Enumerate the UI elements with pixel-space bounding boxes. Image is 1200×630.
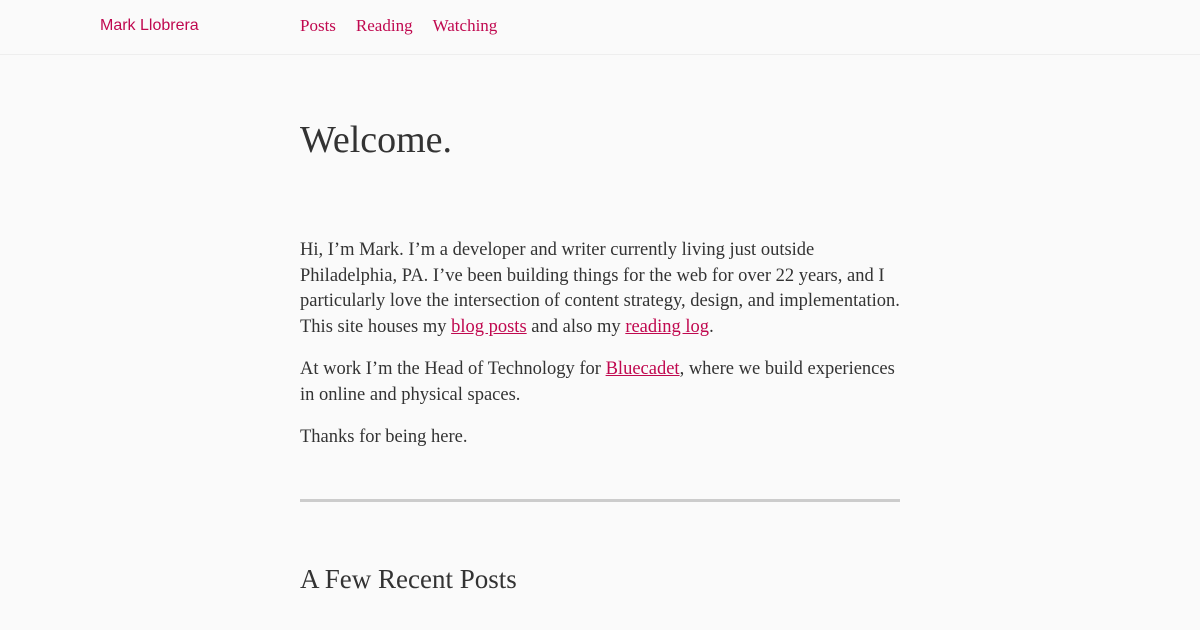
main-nav <box>300 16 497 36</box>
site-header <box>0 0 1200 55</box>
work-text: At work I’m the Head of Technology for <box>300 359 606 379</box>
nav-posts[interactable]: Posts <box>300 16 336 35</box>
blog-posts-link[interactable]: blog posts <box>451 316 527 337</box>
divider <box>300 499 900 502</box>
intro-text-mid: and also my <box>526 316 626 337</box>
main-content <box>300 118 900 595</box>
intro-text: Hi, I’m Mark. I’m a developer and writer currently living just outside Philadelphia, PA. I’ve been building things for the web for over 22 years, and I particularly love the intersection of content strategy, design, and implementation. This site houses my <box>300 240 900 337</box>
bluecadet-link[interactable]: Bluecadet <box>605 359 680 379</box>
work-text-end: , where we build experiences in online and physical spaces. <box>300 359 895 405</box>
recent-posts-heading: A Few Recent Posts <box>300 563 517 594</box>
nav-reading[interactable]: Reading <box>355 16 413 35</box>
work-paragraph <box>300 357 900 408</box>
nav-watching[interactable]: Watching <box>432 16 498 35</box>
site-brand-link[interactable]: Mark Llobrera <box>100 17 199 34</box>
thanks-paragraph: Thanks for being here. <box>300 427 468 447</box>
page-title: Welcome. <box>300 119 453 161</box>
intro-text-end: . <box>709 316 714 337</box>
reading-log-link[interactable]: reading log <box>625 316 710 337</box>
intro-paragraph <box>300 238 900 340</box>
